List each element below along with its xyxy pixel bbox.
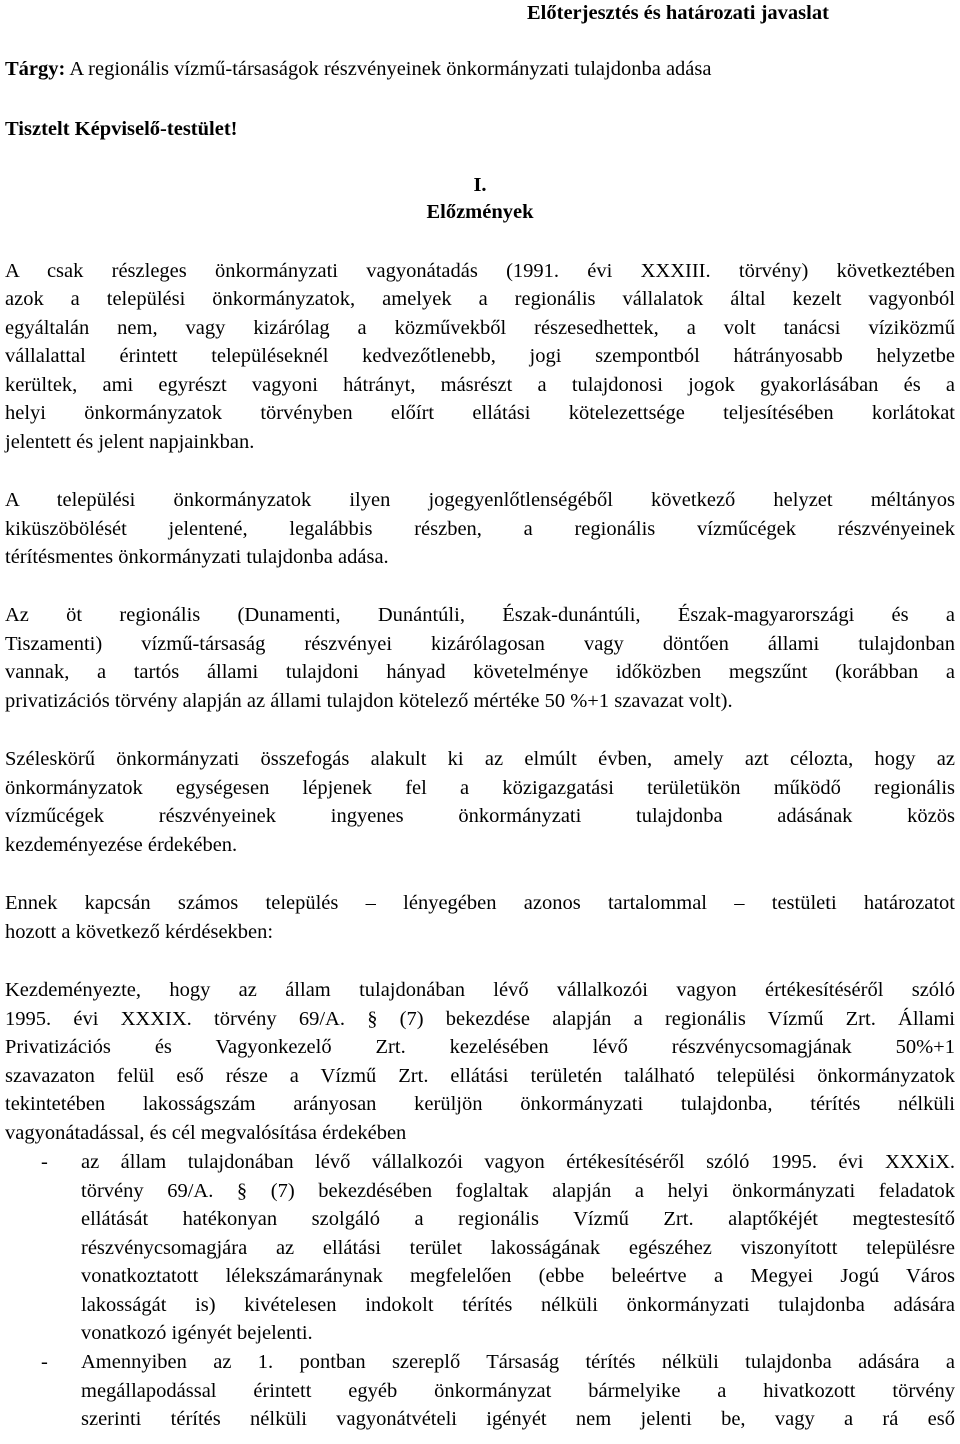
list-item-1-line-2: törvény 69/A. § (7) bekezdésében foglaltak alapján a helyi önkormányzati feladatok [81,1180,955,1202]
paragraph-2-line-1: A települési önkormányzatok ilyen jogegyenlőtlenségéből következő helyzet méltányos [5,489,955,511]
paragraph-3-line-2: Tiszamenti) vízmű-társaság részvényei kizárólagosan vagy döntően állami tulajdonban [5,633,955,655]
paragraph-6-line-2: 1995. évi XXXIX. törvény 69/A. § (7) bekezdése alapján a regionális Vízmű Zrt. Állami [5,1008,955,1030]
paragraph-1-line-7: jelentett és jelent napjainkban. [5,431,255,453]
paragraph-4-line-4: kezdeményezése érdekében. [5,834,238,856]
list-item-1-line-7: vonatkozó igényét bejelenti. [81,1322,313,1344]
subject-label: Tárgy: [5,58,66,80]
list-item-1-line-3: ellátását hatékonyan szolgáló a regionális Vízmű Zrt. alaptőkéjét megtestesítő [81,1208,955,1230]
paragraph-3-line-4: privatizációs törvény alapján az állami tulajdon kötelező mértéke 50 %+1 szavazat volt). [5,690,733,712]
paragraph-6-line-3: Privatizációs és Vagyonkezelő Zrt. kezelésében lévő részvénycsomagjának 50%+1 [5,1036,955,1058]
paragraph-1-line-3: egyáltalán nem, vagy kizárólag a közművekből részesedhettek, a volt tanácsi víziközmű [5,317,955,339]
paragraph-1-line-6: helyi önkormányzatok törvényben előírt ellátási kötelezettsége teljesítésében korlátokat [5,402,955,424]
section-title: Előzmények [426,201,534,223]
paragraph-4-line-2: önkormányzatok egységesen lépjenek fel a közigazgatási területükön működő regionális [5,777,955,799]
list-item-1-line-1: az állam tulajdonában lévő vállalkozói vagyon értékesítéséről szóló 1995. évi XXXiX. [81,1151,955,1173]
subject-line [5,57,711,81]
list-item-1-marker: - [41,1151,48,1173]
section-number: I. [473,174,487,196]
paragraph-6-line-6: vagyonátadással, és cél megvalósítása érdekében [5,1122,407,1144]
paragraph-1-line-1: A csak részleges önkormányzati vagyonátadás (1991. évi XXXIII. törvény) következtében [5,260,955,282]
list-item-2-line-3: szerinti térítés nélküli vagyonátvételi igényét nem jelenti be, vagy a rá eső [81,1408,955,1430]
paragraph-2-line-3: térítésmentes önkormányzati tulajdonba adása. [5,546,389,568]
paragraph-3-line-1: Az öt regionális (Dunamenti, Dunántúli, Észak-dunántúli, Észak-magyarországi és a [5,604,955,626]
paragraph-5-line-1: Ennek kapcsán számos település – lényegében azonos tartalommal – testületi határozatot [5,892,955,914]
paragraph-6-line-4: szavazaton felül eső része a Vízmű Zrt. ellátási területén található települési önkormányzatok [5,1065,955,1087]
list-item-1-line-4: részvénycsomagjára az ellátási terület lakosságának egészéhez viszonyított településre [81,1237,955,1259]
list-item-1-line-5: vonatkoztatott lélekszámaránynak megfelelően (ebbe beleértve a Megyei Jogú Város [81,1265,955,1287]
paragraph-3-line-3: vannak, a tartós állami tulajdoni hányad követelménye időközben megszűnt (korábban a [5,661,955,683]
paragraph-6-line-5: tekintetében lakosságszám arányosan kerüljön önkormányzati tulajdonba, térítés nélküli [5,1093,955,1115]
list-item-2-line-1: Amennyiben az 1. pontban szereplő Társaság térítés nélküli tulajdonba adására a [81,1351,955,1373]
paragraph-4-line-3: vízműcégek részvényeinek ingyenes önkormányzati tulajdonba adásának közös [5,805,955,827]
document-title: Előterjesztés és határozati javaslat [527,2,829,24]
paragraph-1-line-5: kerültek, ami egyrészt vagyoni hátrányt, másrészt a tulajdonosi jogok gyakorlásában és a [5,374,955,396]
list-item-1-line-6: lakosságát is) kivételesen indokolt térítés nélküli önkormányzati tulajdonba adására [81,1294,955,1316]
paragraph-5-line-2: hozott a következő kérdésekben: [5,921,274,943]
list-item-2-line-2: megállapodással érintett egyéb önkormányzat bármelyike a hivatkozott törvény [81,1380,955,1402]
salutation: Tisztelt Képviselő-testület! [5,118,238,140]
list-item-2-marker: - [41,1351,48,1373]
paragraph-4-line-1: Széleskörű önkormányzati összefogás alakult ki az elmúlt évben, amely azt célozta, hogy az [5,748,955,770]
paragraph-1-line-2: azok a települési önkormányzatok, amelyek a regionális vállalatok által kezelt vagyonból [5,288,955,310]
paragraph-1-line-4: vállalattal érintett településeknél kedvezőtlenebb, jogi szempontból hátrányosabb helyzetbe [5,345,955,367]
paragraph-2-line-2: kiküszöbölését jelentené, legalábbis részben, a regionális vízműcégek részvényeinek [5,518,955,540]
paragraph-6-line-1: Kezdeményezte, hogy az állam tulajdonában lévő vállalkozói vagyon értékesítéséről szóló [5,979,955,1001]
subject-text: A regionális vízmű-társaságok részvényeinek önkormányzati tulajdonba adása [69,58,712,80]
